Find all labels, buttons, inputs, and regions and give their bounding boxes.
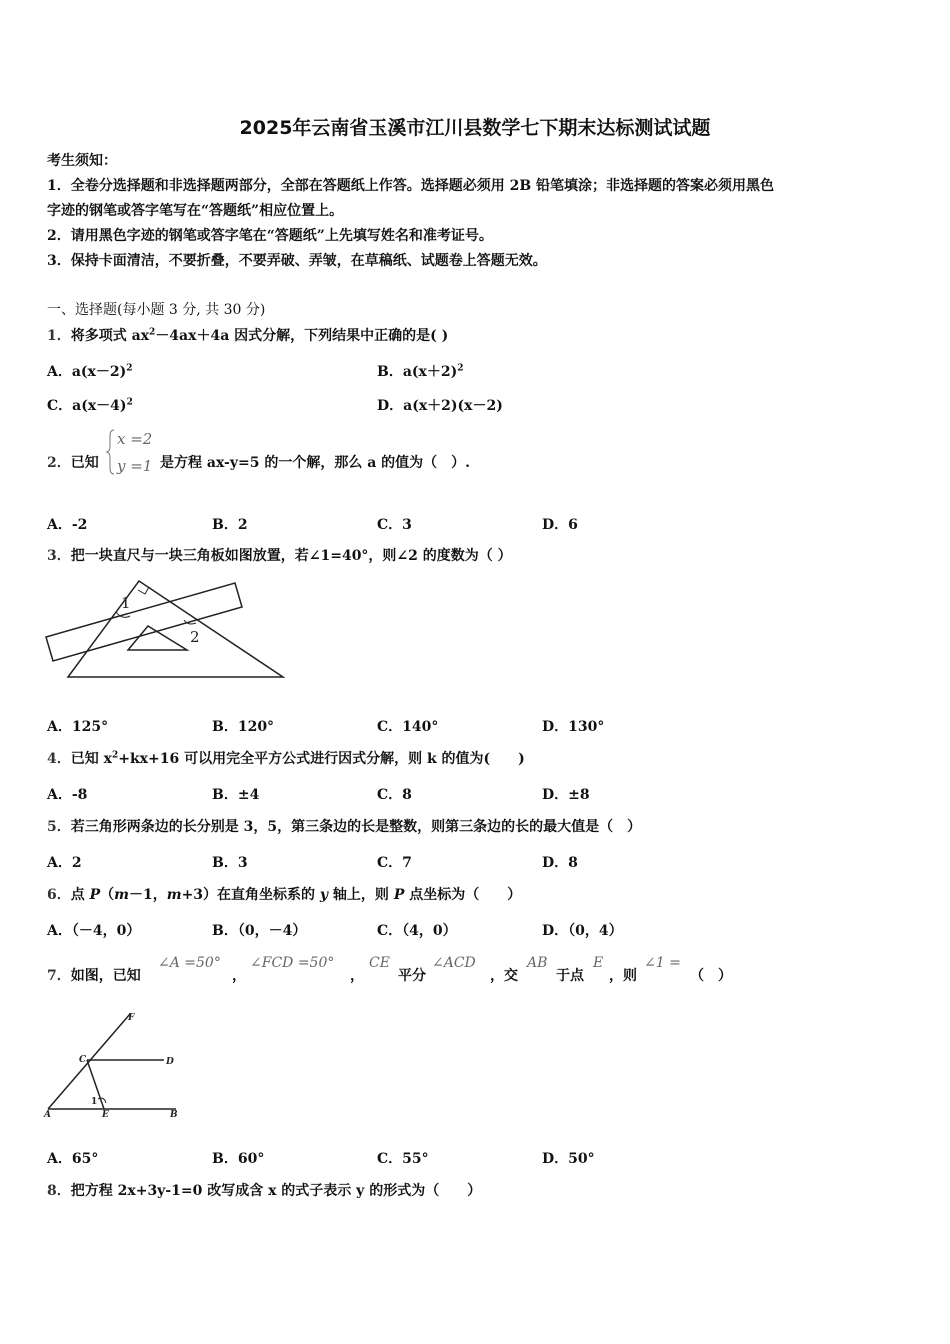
geometry-figure	[42, 1008, 187, 1120]
question-1	[47, 327, 448, 345]
q4-option-c[interactable]: C．8	[377, 787, 412, 803]
question-2	[47, 454, 99, 472]
superscript: 2	[149, 327, 156, 338]
question-7: 7．如图，已知	[47, 968, 141, 984]
question-text: 把方程 2x+3y-1=0 改写成含 x 的式子表示 y 的形式为（ ）	[70, 1183, 482, 1199]
q6-option-b[interactable]: B．（0，－4）	[212, 923, 307, 939]
equation-line-2: y =1	[117, 457, 153, 475]
question-text: 把一块直尺与一块三角板如图放置，若∠1=40°，则∠2 的度数为（ ）	[70, 548, 512, 564]
question-number: 4．	[47, 751, 71, 767]
ruler-triangle-figure	[44, 576, 289, 682]
question-6: 6．点 P（m－1，m+3）在直角坐标系的 y 轴上，则 P 点坐标为（ ）	[47, 887, 522, 903]
notice-heading: 考生须知：	[47, 153, 117, 169]
notice-item-1-cont: 字迹的钢笔或答字笔写在“答题纸”相应位置上。	[47, 203, 344, 219]
math-angle-acd: ∠ACD	[432, 955, 476, 971]
q4-option-d[interactable]: D．±8	[542, 787, 590, 803]
q7-option-a[interactable]: A．65°	[47, 1151, 99, 1167]
page-title: 2025年云南省玉溪市江川县数学七下期末达标测试试题	[239, 117, 711, 139]
angle-1-label: 1	[121, 594, 131, 612]
question-text: 于点	[556, 968, 584, 984]
equation-system-brace	[105, 426, 160, 478]
math-angle-1: ∠1 =	[644, 955, 681, 971]
question-text: （ ）	[690, 968, 732, 984]
triangle-shape	[68, 581, 283, 677]
notice-item-2: 2．请用黑色字迹的钢笔或答字笔在“答题纸”上先填写姓名和准考证号。	[47, 228, 493, 244]
question-3	[47, 547, 512, 565]
q1-option-c[interactable]: C．$a(x-4)^2$	[47, 397, 133, 414]
q6-option-a[interactable]: A．（－4，0）	[47, 923, 141, 939]
point-d-label: D	[166, 1057, 174, 1067]
question-text: －4ax＋4a 因式分解，下列结果中正确的是( )	[155, 328, 449, 344]
question-number: 3．	[47, 548, 71, 564]
q3-option-d[interactable]: D．130°	[542, 719, 605, 735]
q7-option-c[interactable]: C．55°	[377, 1151, 429, 1167]
math-angle-a: ∠A =50°	[158, 955, 221, 971]
q2-option-b[interactable]: B．2	[212, 517, 248, 533]
question-number: 1．	[47, 328, 71, 344]
notice-item-1: 1．全卷分选择题和非选择题两部分，全部在答题纸上作答。选择题必须用 2B 铅笔填涂；非选择题的答案必须用黑色	[47, 178, 775, 194]
point-a-label: A	[44, 1110, 51, 1120]
q4-option-b[interactable]: B．±4	[212, 787, 260, 803]
q1-option-d[interactable]: D．a(x＋2)(x－2)	[377, 398, 503, 414]
q2-option-a[interactable]: A．-2	[47, 517, 88, 533]
q3-option-a[interactable]: A．125°	[47, 719, 109, 735]
point-e-label: E	[102, 1110, 109, 1120]
q2-option-d[interactable]: D．6	[542, 517, 578, 533]
q7-option-b[interactable]: B．60°	[212, 1151, 265, 1167]
question-number: 5．	[47, 819, 71, 835]
question-text: 平分	[398, 968, 426, 984]
question-5	[47, 818, 641, 836]
math-ce: CE	[369, 955, 390, 971]
notice-item-3: 3．保持卡面清洁，不要折叠，不要弄破、弄皱，在草稿纸、试题卷上答题无效。	[47, 253, 547, 269]
math-e: E	[593, 955, 604, 971]
q7-option-d[interactable]: D．50°	[542, 1151, 595, 1167]
question-number: 2．	[47, 455, 71, 471]
question-8	[47, 1182, 481, 1200]
separator: ，	[350, 968, 364, 984]
math-angle-fcd: ∠FCD =50°	[250, 955, 335, 971]
question-number: 7．	[47, 968, 71, 984]
question-4: 4．已知 $x^2+kx+16$ 可以用完全平方公式进行因式分解，则 k 的值为( )	[47, 750, 525, 767]
question-text: 若三角形两条边的长分别是 3，5，第三条边的长是整数，则第三条边的长的最大值是（ ）	[70, 819, 642, 835]
angle-2-label: 2	[190, 628, 200, 646]
q3-option-b[interactable]: B．120°	[212, 719, 275, 735]
q5-option-b[interactable]: B．3	[212, 855, 248, 871]
question-number: 8．	[47, 1183, 71, 1199]
q5-option-a[interactable]: A．2	[47, 855, 82, 871]
q2-option-c[interactable]: C．3	[377, 517, 412, 533]
question-number: 6．	[47, 887, 71, 903]
question-text: 是方程 ax-y=5 的一个解，那么 a 的值为（ ）.	[160, 455, 471, 471]
inner-triangle-shape	[128, 626, 187, 650]
question-text: ，交	[490, 968, 518, 984]
separator: ，	[232, 968, 246, 984]
question-text: 已知	[70, 455, 99, 471]
point-c-label: C	[79, 1055, 87, 1065]
q6-option-d[interactable]: D．（0，4）	[542, 923, 623, 939]
q4-option-a[interactable]: A．-8	[47, 787, 88, 803]
q3-option-c[interactable]: C．140°	[377, 719, 439, 735]
point-b-label: B	[170, 1110, 178, 1120]
q5-option-d[interactable]: D．8	[542, 855, 578, 871]
angle-1-label: 1	[91, 1097, 98, 1107]
question-text: ，则	[609, 968, 637, 984]
question-text: 将多项式 ax	[70, 328, 150, 344]
math-ab: AB	[527, 955, 548, 971]
q5-option-c[interactable]: C．7	[377, 855, 412, 871]
q1-option-b[interactable]: B．$a(x+2)^2$	[377, 363, 464, 380]
equation-line-1: x =2	[117, 430, 153, 448]
q1-option-a[interactable]: A．$a(x-2)^2$	[47, 363, 133, 380]
q6-option-c[interactable]: C．（4，0）	[377, 923, 457, 939]
section-heading: 一、选择题(每小题 3 分, 共 30 分)	[47, 302, 266, 318]
point-f-label: F	[128, 1013, 135, 1023]
